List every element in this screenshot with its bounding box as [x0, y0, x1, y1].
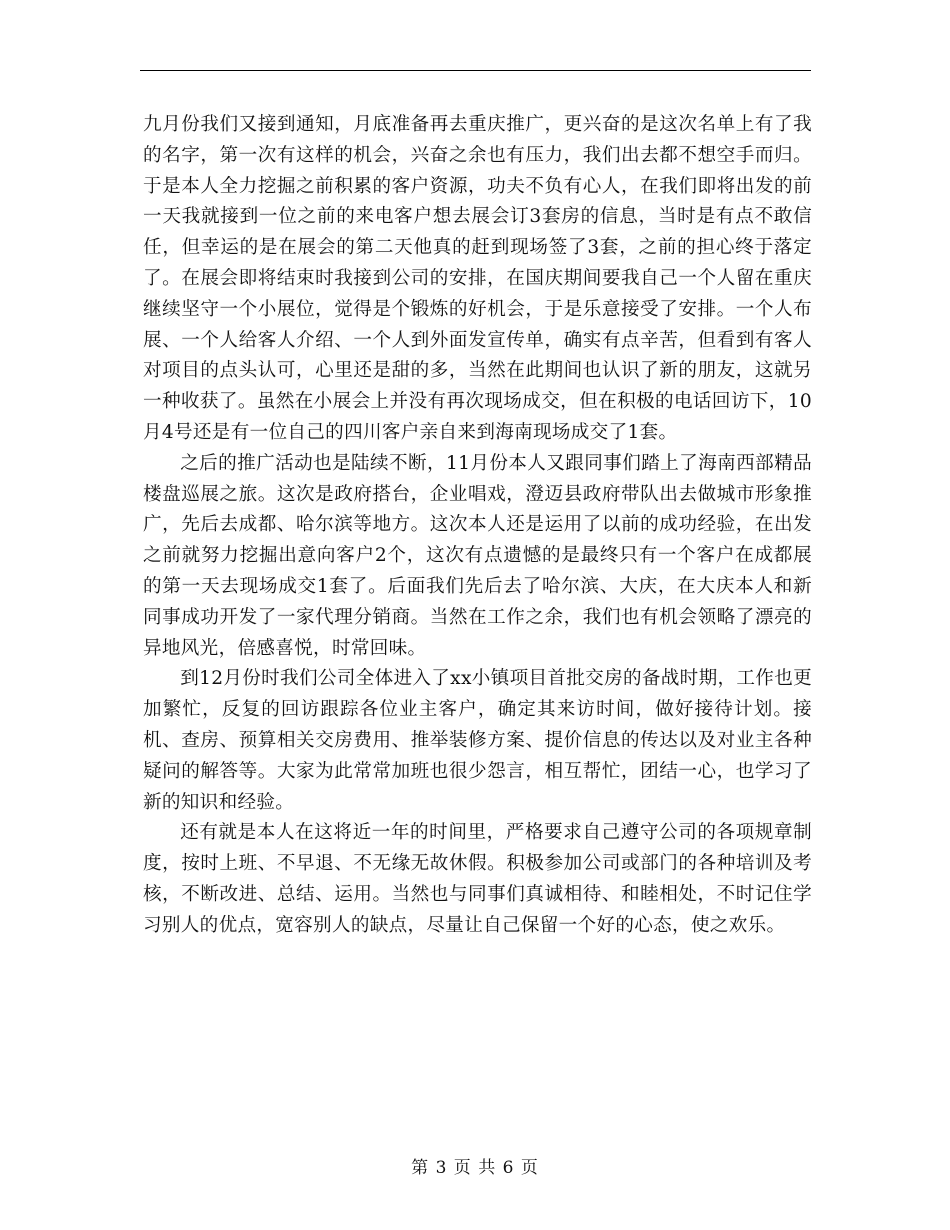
paragraph-2: 之后的推广活动也是陆续不断，11月份本人又跟同事们踏上了海南西部精品楼盘巡展之旅。这次是政府搭台，企业唱戏，澄迈县政府带队出去做城市形象推广，先后去成都、哈尔滨等地方。这次本人还是运用了以前的成功经验，在出发之前就努力挖掘出意向客户2个，这次有点遗憾的是最终只有一个客户在成都展的第一天去现场成交1套了。后面我们先后去了哈尔滨、大庆，在大庆本人和新同事成功开发了一家代理分销商。当然在工作之余，我们也有机会领略了漂亮的异地风光，倍感喜悦，时常回味。: [143, 452, 812, 659]
header-rule: [140, 70, 811, 71]
paragraph-3: 到12月份时我们公司全体进入了xx小镇项目首批交房的备战时期，工作也更加繁忙，反复的回访跟踪各位业主客户，确定其来访时间，做好接待计划。接机、查房、预算相关交房费用、推举装修方案、提价信息的传达以及对业主各种疑问的解答等。大家为此常常加班也很少怨言，相互帮忙，团结一心，也学习了新的知识和经验。: [143, 668, 812, 813]
paragraph-4: 还有就是本人在这将近一年的时间里，严格要求自己遵守公司的各项规章制度，按时上班、不早退、不无缘无故休假。积极参加公司或部门的各种培训及考核，不断改进、总结、运用。当然也与同事们真诚相待、和睦相处，不时记住学习别人的优点，宽容别人的缺点，尽量让自己保留一个好的心态，使之欢乐。: [143, 822, 812, 936]
document-body: [143, 110, 812, 942]
paragraph-1: 九月份我们又接到通知，月底准备再去重庆推广，更兴奋的是这次名单上有了我的名字，第一次有这样的机会，兴奋之余也有压力，我们出去都不想空手而归。于是本人全力挖掘之前积累的客户资源，功夫不负有心人，在我们即将出发的前一天我就接到一位之前的来电客户想去展会订3套房的信息，当时是有点不敢信任，但幸运的是在展会的第二天他真的赶到现场签了3套，之前的担心终于落定了。在展会即将结束时我接到公司的安排，在国庆期间要我自己一个人留在重庆继续坚守一个小展位，觉得是个锻炼的好机会，于是乐意接受了安排。一个人布展、一个人给客人介绍、一个人到外面发宣传单，确实有点辛苦，但看到有客人对项目的点头认可，心里还是甜的多，当然在此期间也认识了新的朋友，这就另一种收获了。虽然在小展会上并没有再次现场成交，但在积极的电话回访下，10月4号还是有一位自己的四川客户亲自来到海南现场成交了1套。: [143, 114, 812, 443]
page-number-footer: 第 3 页 共 6 页: [411, 1158, 539, 1178]
